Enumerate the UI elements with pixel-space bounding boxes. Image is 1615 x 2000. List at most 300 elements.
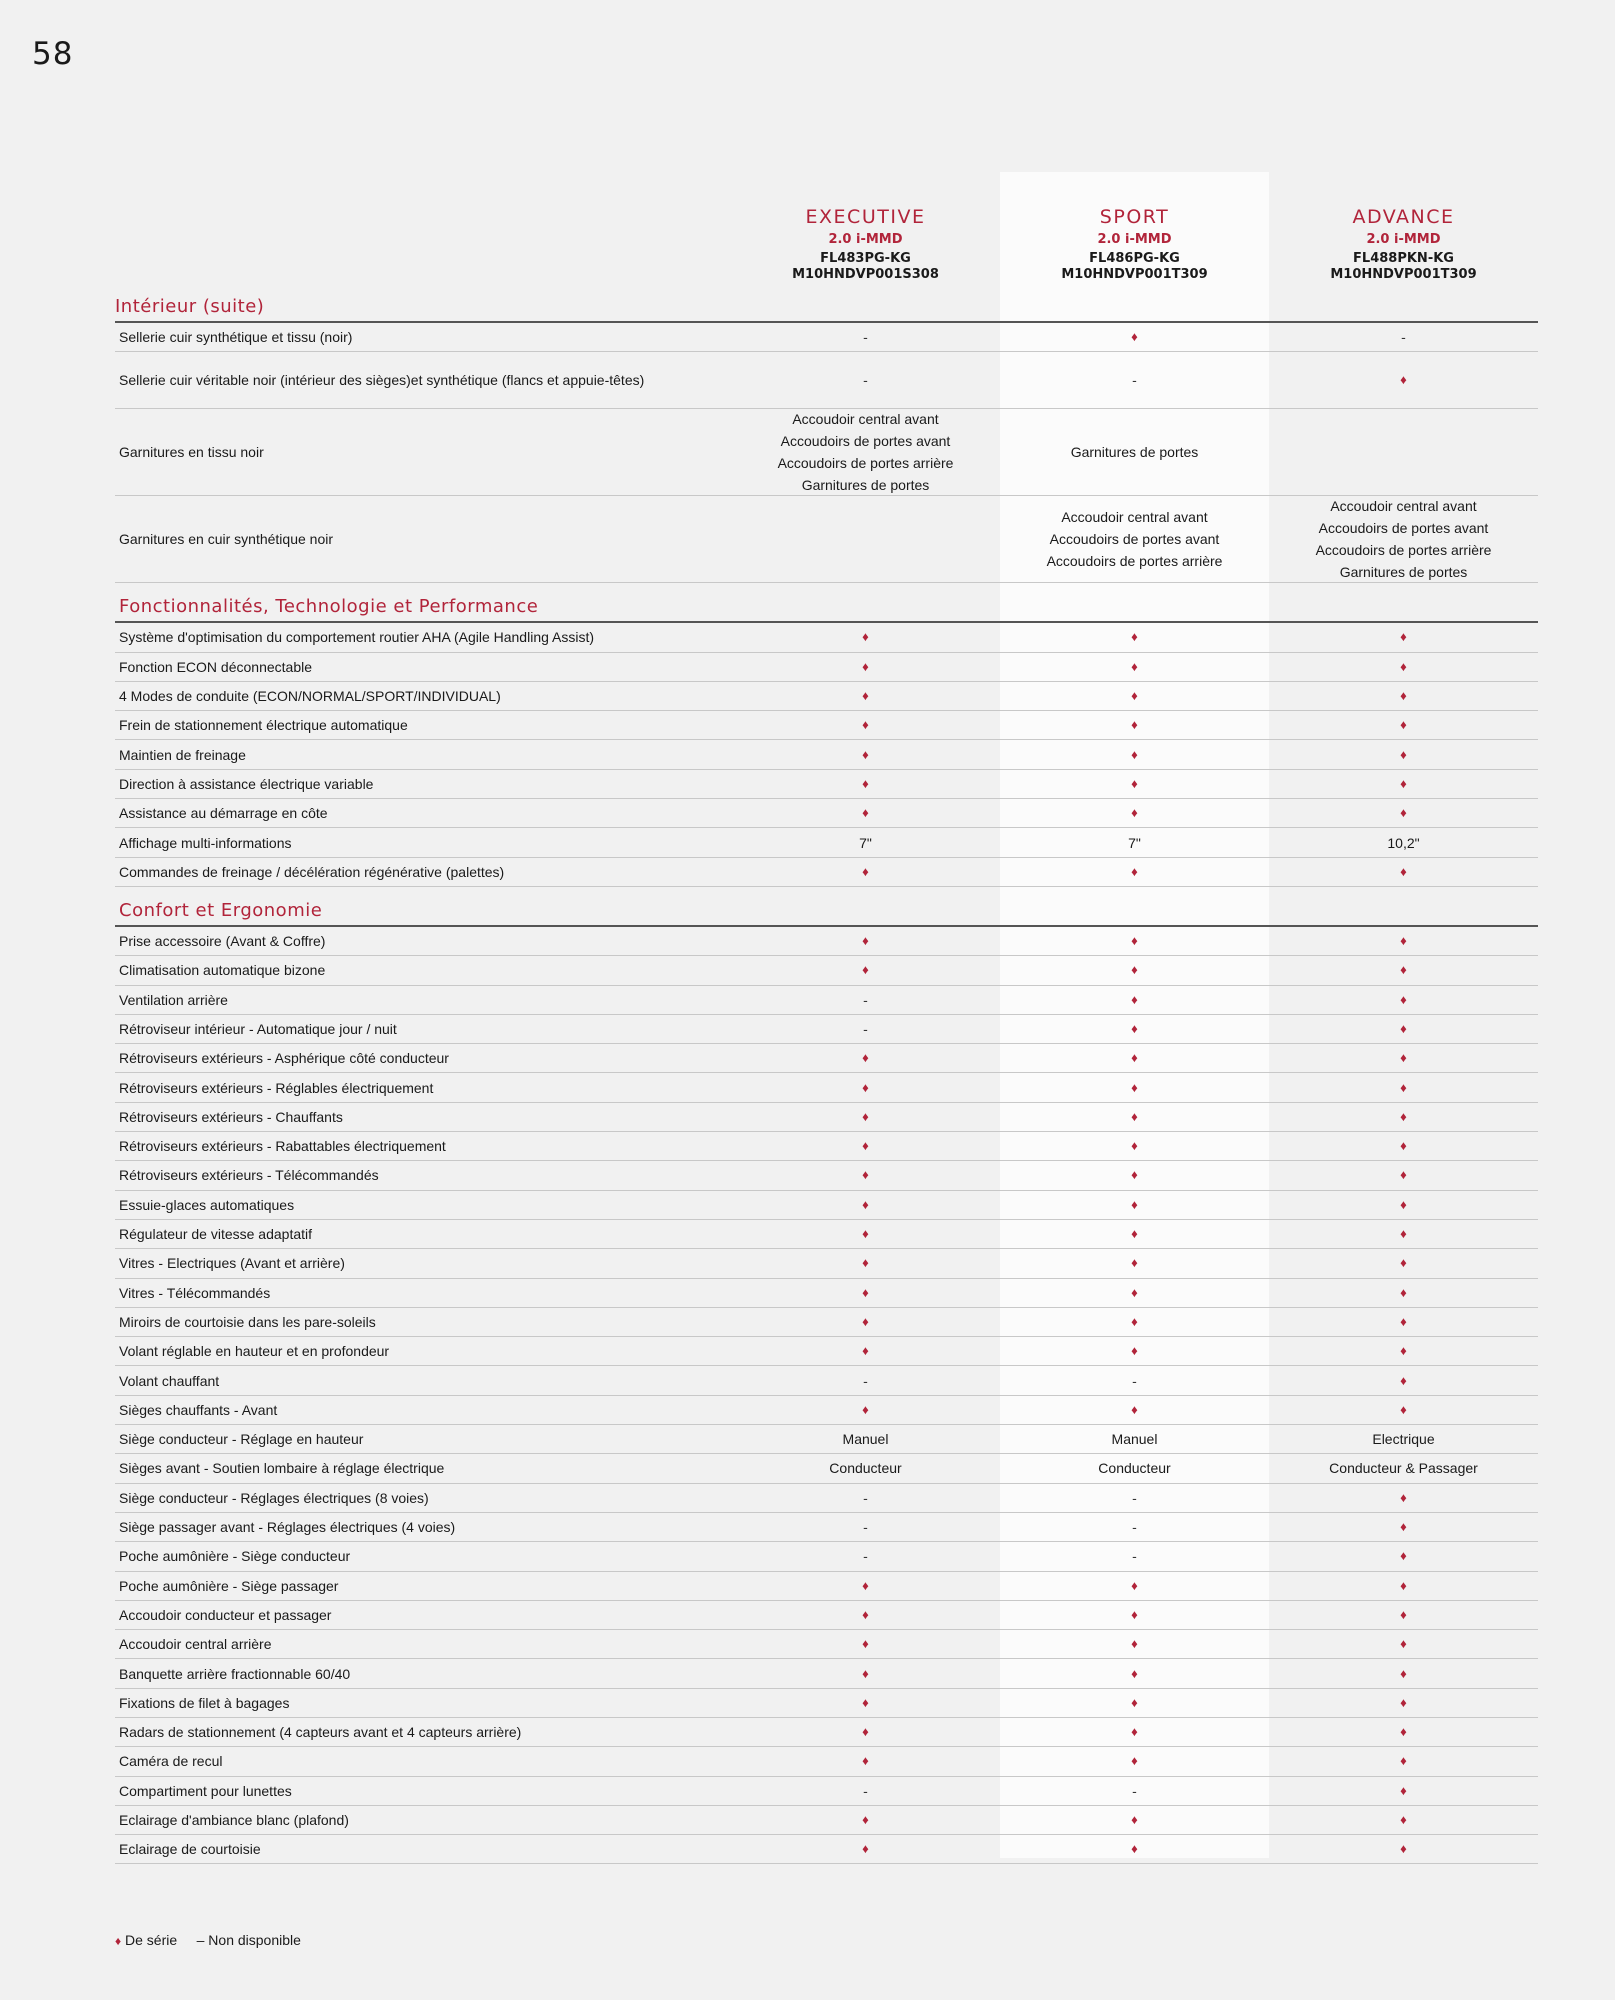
table-row	[115, 956, 1538, 985]
cell-executive	[731, 685, 1000, 707]
cell-value: ♦	[1131, 1577, 1138, 1593]
cell-executive	[731, 832, 1000, 854]
cell-executive	[731, 1164, 1000, 1186]
cell-advance	[1269, 1487, 1538, 1509]
cell-value: -	[863, 1782, 868, 1799]
engine-label: 2.0 i-MMD	[1097, 232, 1172, 247]
row-label-line: Commandes de freinage / décélération régénérative (palettes)	[119, 863, 505, 880]
cell-value: ♦	[862, 1255, 869, 1271]
cell-sport	[1000, 1838, 1269, 1860]
cell-value: Accoudoirs de portes avant	[780, 433, 951, 450]
cell-advance	[1269, 1077, 1538, 1099]
cell-advance	[1269, 1164, 1538, 1186]
cell-value: ♦	[862, 1694, 869, 1710]
row-label	[115, 683, 731, 709]
cell-value: -	[1132, 1548, 1137, 1565]
cell-sport	[1000, 1311, 1269, 1333]
trim-name: SPORT	[1099, 206, 1170, 228]
row-label-line: Garnitures en cuir synthétique noir	[119, 531, 333, 548]
cell-sport	[1000, 1135, 1269, 1157]
cell-value: ♦	[1400, 688, 1407, 704]
cell-advance	[1269, 626, 1538, 648]
table-row	[115, 1044, 1538, 1073]
cell-value: ♦	[862, 658, 869, 674]
cell-sport	[1000, 1692, 1269, 1714]
cell-value: ♦	[862, 1812, 869, 1828]
cell-value: Accoudoirs de portes arrière	[1046, 553, 1223, 570]
cell-value: ♦	[1400, 1167, 1407, 1183]
cell-executive	[731, 1516, 1000, 1538]
table-row	[115, 682, 1538, 711]
cell-sport	[1000, 773, 1269, 795]
cell-executive	[731, 408, 1000, 496]
table-row	[115, 1630, 1538, 1659]
cell-value: -	[863, 1519, 868, 1536]
cell-executive	[731, 1077, 1000, 1099]
cell-advance	[1269, 802, 1538, 824]
cell-value: ♦	[1131, 1021, 1138, 1036]
row-label	[115, 1661, 731, 1687]
row-label-line: Prise accessoire (Avant & Coffre)	[119, 933, 326, 950]
cell-value: -	[863, 1548, 868, 1565]
cell-value: -	[1132, 1489, 1137, 1506]
cell-value: ♦	[1131, 1343, 1138, 1359]
cell-value: ♦	[1131, 1313, 1138, 1329]
cell-value: ♦	[1400, 1489, 1407, 1505]
cell-value: 10,2"	[1387, 834, 1420, 851]
legend	[115, 1932, 301, 1948]
cell-value: ♦	[1400, 1255, 1407, 1271]
table-row	[115, 1308, 1538, 1337]
row-label	[115, 1573, 731, 1599]
cell-advance	[1269, 1311, 1538, 1333]
cell-value: ♦	[862, 746, 869, 762]
row-label-line: Direction à assistance électrique variable	[119, 775, 374, 792]
cell-value: ♦	[1400, 658, 1407, 674]
row-label-line: Vitres - Electriques (Avant et arrière)	[119, 1255, 345, 1272]
table-row	[115, 1279, 1538, 1308]
row-label-line: Poche aumônière - Siège passager	[119, 1577, 339, 1594]
cell-advance	[1269, 1809, 1538, 1831]
row-label-line: Affichage multi-informations	[119, 834, 292, 851]
cell-advance	[1269, 1780, 1538, 1802]
cell-executive	[731, 1428, 1000, 1450]
row-label	[115, 1016, 731, 1042]
cell-executive	[731, 744, 1000, 766]
cell-sport	[1000, 1457, 1269, 1479]
cell-sport	[1000, 1340, 1269, 1362]
cell-value: Accoudoirs de portes avant	[1049, 531, 1220, 548]
cell-value: ♦	[1131, 1694, 1138, 1710]
engine-label: 2.0 i-MMD	[1366, 232, 1441, 247]
table-row	[115, 1249, 1538, 1278]
table-row	[115, 1191, 1538, 1220]
cell-executive	[731, 1370, 1000, 1392]
row-label	[115, 624, 731, 650]
row-label	[115, 712, 731, 738]
row-label	[115, 1602, 731, 1628]
row-label	[115, 928, 731, 954]
unavailable-label: Non disponible	[208, 1932, 301, 1948]
cell-value: ♦	[1131, 991, 1138, 1007]
row-label	[115, 324, 731, 350]
cell-value: ♦	[1131, 1724, 1138, 1740]
row-label	[115, 1338, 731, 1364]
cell-value: -	[863, 1021, 868, 1037]
cell-value: ♦	[1400, 1665, 1407, 1681]
cell-advance	[1269, 714, 1538, 736]
cell-executive	[731, 1457, 1000, 1479]
table-row	[115, 799, 1538, 828]
engine-label: 2.0 i-MMD	[828, 232, 903, 247]
cell-value: -	[1132, 372, 1137, 389]
cell-value: ♦	[1400, 991, 1407, 1007]
cell-sport	[1000, 1545, 1269, 1567]
row-label-line: Volant chauffant	[119, 1372, 220, 1389]
cell-executive	[731, 326, 1000, 348]
row-label	[115, 1836, 731, 1862]
row-label	[115, 1690, 731, 1716]
row-label-line: Maintien de freinage	[119, 746, 246, 763]
cell-advance	[1269, 1692, 1538, 1714]
cell-value: ♦	[1400, 1401, 1407, 1417]
cell-value: 7"	[1128, 834, 1141, 851]
cell-value: 7"	[859, 834, 872, 851]
row-label-line: Eclairage de courtoisie	[119, 1841, 261, 1858]
row-label-line: Rétroviseurs extérieurs - Asphérique côté conducteur	[119, 1050, 449, 1067]
row-label-line: Climatisation automatique bizone	[119, 962, 326, 979]
cell-sport	[1000, 1223, 1269, 1245]
cell-sport	[1000, 1106, 1269, 1128]
cell-value: Manuel	[1111, 1431, 1158, 1448]
cell-advance	[1269, 1663, 1538, 1685]
table-row	[115, 1542, 1538, 1571]
cell-value: ♦	[1400, 1108, 1407, 1124]
cell-executive	[731, 989, 1000, 1011]
cell-value: ♦	[1400, 372, 1407, 388]
cell-sport	[1000, 506, 1269, 572]
cell-value: ♦	[1131, 717, 1138, 733]
cell-value: ♦	[1131, 329, 1138, 345]
cell-value: ♦	[1131, 746, 1138, 762]
row-label	[115, 1309, 731, 1335]
cell-advance	[1269, 1047, 1538, 1069]
cell-executive	[731, 773, 1000, 795]
cell-value: ♦	[1400, 1548, 1407, 1564]
cell-sport	[1000, 1428, 1269, 1450]
cell-value: Accoudoir central avant	[792, 411, 939, 428]
cell-advance	[1269, 1721, 1538, 1743]
cell-value: ♦	[1400, 629, 1407, 645]
section-header	[115, 887, 1538, 927]
cell-sport	[1000, 1750, 1269, 1772]
row-label	[115, 830, 731, 856]
table-row	[115, 711, 1538, 740]
table-row	[115, 1132, 1538, 1161]
cell-value: ♦	[1400, 717, 1407, 733]
unavailable-symbol: –	[196, 1932, 205, 1948]
row-label	[115, 771, 731, 797]
cell-value: ♦	[862, 1753, 869, 1769]
row-label-line: Sièges chauffants - Avant	[119, 1401, 278, 1418]
cell-sport	[1000, 802, 1269, 824]
row-label-line: Banquette arrière fractionnable 60/40	[119, 1665, 351, 1682]
row-label	[115, 1280, 731, 1306]
row-label-line: Poche aumônière - Siège conducteur	[119, 1548, 351, 1565]
cell-value: ♦	[1131, 775, 1138, 791]
cell-advance	[1269, 1750, 1538, 1772]
cell-advance	[1269, 1252, 1538, 1274]
cell-value: ♦	[1131, 658, 1138, 674]
row-label-line: Sellerie cuir synthétique et tissu (noir)	[119, 329, 353, 346]
cell-advance	[1269, 1106, 1538, 1128]
row-label-line: Rétroviseurs extérieurs - Télécommandés	[119, 1167, 379, 1184]
row-label	[115, 367, 731, 393]
cell-executive	[731, 1135, 1000, 1157]
cell-value: ♦	[862, 1284, 869, 1300]
cell-value: -	[863, 329, 868, 346]
cell-executive	[731, 1311, 1000, 1333]
cell-advance	[1269, 1516, 1538, 1538]
cell-value: ♦	[1131, 933, 1138, 949]
table-row	[115, 1220, 1538, 1249]
cell-value: ♦	[1400, 1079, 1407, 1095]
cell-value: -	[863, 991, 868, 1008]
table-row	[115, 1425, 1538, 1454]
cell-value: ♦	[862, 688, 869, 704]
cell-value: Conducteur & Passager	[1329, 1460, 1478, 1477]
cell-value: ♦	[1131, 1050, 1138, 1066]
cell-advance	[1269, 685, 1538, 707]
cell-value: ♦	[1400, 1138, 1407, 1154]
cell-sport	[1000, 656, 1269, 678]
cell-executive	[731, 802, 1000, 824]
table-row	[115, 770, 1538, 799]
cell-executive	[731, 1340, 1000, 1362]
cell-advance	[1269, 861, 1538, 883]
row-label-line: Siège conducteur - Réglage en hauteur	[119, 1431, 364, 1448]
table-row	[115, 1659, 1538, 1688]
cell-advance	[1269, 1018, 1538, 1040]
cell-value: Garnitures de portes	[1070, 444, 1199, 461]
cell-value: ♦	[1131, 863, 1138, 879]
cell-sport	[1000, 930, 1269, 952]
cell-executive	[731, 1838, 1000, 1860]
row-label	[115, 1133, 731, 1159]
cell-value: ♦	[1400, 1519, 1407, 1535]
cell-advance	[1269, 1428, 1538, 1450]
cell-advance	[1269, 656, 1538, 678]
row-label-line: Régulateur de vitesse adaptatif	[119, 1226, 313, 1243]
cell-executive	[731, 626, 1000, 648]
cell-advance	[1269, 495, 1538, 583]
cell-advance	[1269, 1135, 1538, 1157]
cell-value: ♦	[862, 933, 869, 949]
row-label-line: Système d'optimisation du comportement routier AHA (Agile Handling Assist)	[119, 629, 595, 646]
cell-value: ♦	[1400, 775, 1407, 791]
cell-advance	[1269, 832, 1538, 854]
model-code-line: FL483PG-KG	[820, 251, 911, 266]
cell-advance	[1269, 1457, 1538, 1479]
row-label-line: Rétroviseurs extérieurs - Réglables électriquement	[119, 1079, 434, 1096]
cell-value: Electrique	[1372, 1431, 1435, 1448]
column-header-advance	[1269, 206, 1538, 283]
table-row	[115, 1454, 1538, 1483]
cell-value: Manuel	[842, 1431, 889, 1448]
cell-value: ♦	[862, 717, 869, 733]
table-row	[115, 653, 1538, 682]
table-row	[115, 1015, 1538, 1044]
row-label	[115, 1104, 731, 1130]
row-label	[115, 1778, 731, 1804]
cell-value: ♦	[1131, 1812, 1138, 1828]
table-row	[115, 1161, 1538, 1190]
cell-advance	[1269, 1575, 1538, 1597]
cell-value: ♦	[1131, 1401, 1138, 1417]
row-label	[115, 1192, 731, 1218]
column-header-sport	[1000, 206, 1269, 283]
cell-value: ♦	[1131, 1167, 1138, 1183]
cell-advance	[1269, 989, 1538, 1011]
cell-sport	[1000, 1663, 1269, 1685]
cell-executive	[731, 1399, 1000, 1421]
cell-value: ♦	[1131, 1284, 1138, 1300]
table-row	[115, 1513, 1538, 1542]
cell-sport	[1000, 326, 1269, 348]
row-label-line: Vitres - Télécommandés	[119, 1284, 271, 1301]
cell-sport	[1000, 959, 1269, 981]
cell-value: ♦	[1400, 1812, 1407, 1828]
cell-executive	[731, 861, 1000, 883]
row-label-line: Frein de stationnement électrique automatique	[119, 717, 408, 734]
cell-value: ♦	[862, 1108, 869, 1124]
row-label-line: Miroirs de courtoisie dans les pare-soleils	[119, 1313, 376, 1330]
cell-sport	[1000, 685, 1269, 707]
cell-advance	[1269, 1604, 1538, 1626]
cell-value: ♦	[1400, 962, 1407, 978]
row-label	[115, 742, 731, 768]
cell-sport	[1000, 626, 1269, 648]
row-label	[115, 1719, 731, 1745]
row-label	[115, 800, 731, 826]
row-label	[115, 1485, 731, 1511]
cell-sport	[1000, 1252, 1269, 1274]
cell-sport	[1000, 1194, 1269, 1216]
row-label-line: Siège conducteur - Réglages électriques (8 voies)	[119, 1489, 429, 1506]
model-code-line: M10HNDVP001T309	[1330, 267, 1477, 282]
cell-value: ♦	[1400, 1841, 1407, 1857]
row-label-line: Compartiment pour lunettes	[119, 1782, 292, 1799]
section-title: Fonctionnalités, Technologie et Performance	[119, 596, 539, 618]
cell-value: ♦	[862, 775, 869, 791]
table-row	[115, 858, 1538, 887]
cell-value: ♦	[862, 1313, 869, 1329]
cell-value: ♦	[1131, 1079, 1138, 1095]
row-label	[115, 1397, 731, 1423]
row-label	[115, 526, 731, 552]
section-header	[115, 583, 1538, 623]
cell-value: ♦	[1131, 1196, 1138, 1212]
cell-executive	[731, 1721, 1000, 1743]
cell-sport	[1000, 1633, 1269, 1655]
model-code	[731, 251, 1000, 283]
cell-executive	[731, 1106, 1000, 1128]
trim-name: ADVANCE	[1352, 206, 1455, 228]
table-row	[115, 352, 1538, 409]
cell-sport	[1000, 1487, 1269, 1509]
table-row	[115, 1484, 1538, 1513]
cell-value: ♦	[1131, 962, 1138, 978]
cell-value: ♦	[862, 1606, 869, 1622]
cell-value: ♦	[862, 805, 869, 821]
table-row	[115, 1718, 1538, 1747]
cell-value: ♦	[1131, 688, 1138, 704]
cell-value: ♦	[1400, 1372, 1407, 1388]
model-code-line: FL488PKN-KG	[1353, 251, 1454, 266]
cell-value: Garnitures de portes	[1339, 564, 1468, 581]
cell-value: ♦	[1400, 863, 1407, 879]
cell-executive	[731, 1692, 1000, 1714]
table-row	[115, 623, 1538, 652]
cell-sport	[1000, 369, 1269, 391]
row-label	[115, 1426, 731, 1452]
cell-value: ♦	[1400, 1694, 1407, 1710]
table-row	[115, 1366, 1538, 1395]
table-row	[115, 496, 1538, 583]
row-label	[115, 1514, 731, 1540]
standard-label: De série	[125, 1932, 178, 1948]
cell-value: Conducteur	[829, 1460, 902, 1477]
model-code-line: FL486PG-KG	[1089, 251, 1180, 266]
cell-advance	[1269, 1633, 1538, 1655]
cell-value: Accoudoir central avant	[1330, 498, 1477, 515]
row-label	[115, 654, 731, 680]
cell-value: -	[1401, 329, 1406, 346]
cell-sport	[1000, 1077, 1269, 1099]
cell-value: Accoudoirs de portes arrière	[1315, 542, 1492, 559]
cell-value: ♦	[862, 1226, 869, 1242]
row-label-line: Accoudoir central arrière	[119, 1636, 272, 1653]
table-row	[115, 1689, 1538, 1718]
table-row	[115, 1835, 1538, 1864]
cell-value: ♦	[862, 1079, 869, 1095]
cell-executive	[731, 1252, 1000, 1274]
cell-value: ♦	[1400, 1196, 1407, 1212]
cell-advance	[1269, 1282, 1538, 1304]
cell-executive	[731, 1780, 1000, 1802]
cell-value: ♦	[1131, 1606, 1138, 1622]
cell-executive	[731, 959, 1000, 981]
row-label	[115, 1045, 731, 1071]
cell-value: ♦	[1131, 1841, 1138, 1857]
standard-symbol: ♦	[115, 1934, 122, 1948]
cell-value: Garnitures de portes	[801, 477, 930, 494]
cell-value: ♦	[862, 1577, 869, 1593]
cell-sport	[1000, 744, 1269, 766]
cell-value: ♦	[862, 962, 869, 978]
cell-value: ♦	[1400, 1050, 1407, 1066]
cell-sport	[1000, 1604, 1269, 1626]
cell-value: ♦	[862, 1196, 869, 1212]
spec-table	[115, 287, 1538, 1864]
cell-value: ♦	[1131, 1226, 1138, 1242]
cell-value: -	[1132, 1782, 1137, 1799]
cell-value: Accoudoirs de portes avant	[1318, 520, 1489, 537]
cell-value: ♦	[1400, 746, 1407, 762]
cell-value: ♦	[1131, 1753, 1138, 1769]
row-label	[115, 1807, 731, 1833]
cell-executive	[731, 1545, 1000, 1567]
